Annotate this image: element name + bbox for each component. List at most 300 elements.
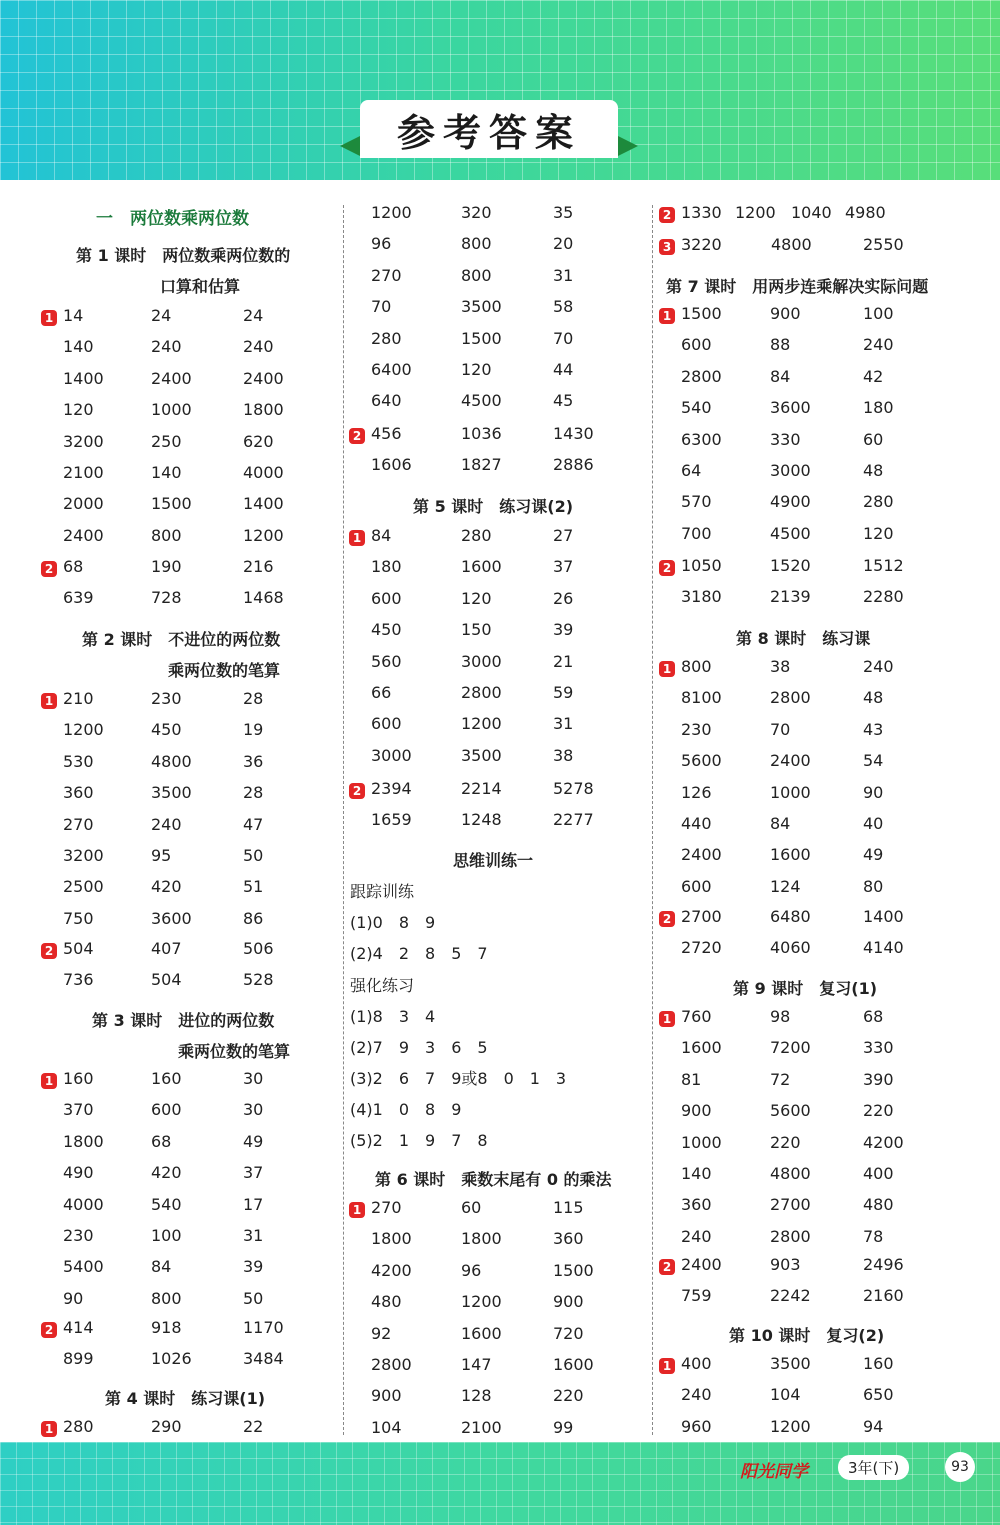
answer-value: 1400 xyxy=(243,494,284,514)
answer-value: 1200 xyxy=(770,1416,811,1436)
answer-value: 360 xyxy=(681,1195,712,1215)
answer-value: 1400 xyxy=(63,368,104,388)
answer-value: 147 xyxy=(461,1355,492,1374)
answer-value: 4000 xyxy=(243,463,284,482)
answer-line: (1)8 3 4 xyxy=(350,1007,436,1026)
answer-value: 2100 xyxy=(63,463,104,482)
answer-value: 84 xyxy=(371,526,392,545)
answer-value: 17 xyxy=(243,1194,264,1214)
answer-value: 900 xyxy=(681,1101,712,1121)
answer-value: 3500 xyxy=(770,1354,811,1373)
answer-value: 1606 xyxy=(371,455,412,475)
answer-value: 66 xyxy=(371,683,392,702)
answer-value: 330 xyxy=(770,429,801,449)
answer-line: (2)4 2 8 5 7 xyxy=(350,944,488,963)
answer-value: 1040 xyxy=(791,203,832,222)
answer-value: 4900 xyxy=(770,492,811,512)
answer-value: 3000 xyxy=(461,651,502,671)
answer-value: 6300 xyxy=(681,429,722,449)
answer-value: 270 xyxy=(371,265,402,285)
answer-value: 68 xyxy=(63,557,84,576)
answer-value: 230 xyxy=(681,719,712,739)
answer-line: (5)2 1 9 7 8 xyxy=(350,1131,488,1150)
answer-value: 2400 xyxy=(681,1255,722,1274)
answer-value: 2700 xyxy=(681,907,722,926)
answer-value: 60 xyxy=(461,1198,482,1217)
answer-value: 600 xyxy=(681,335,712,355)
answer-value: 504 xyxy=(151,970,182,990)
answer-value: 1036 xyxy=(461,424,502,443)
answer-value: 270 xyxy=(371,1198,402,1217)
title-tab-left xyxy=(340,136,360,156)
section-heading: 第 6 课时 乘数末尾有 0 的乘法 xyxy=(375,1170,612,1189)
answer-value: 1500 xyxy=(553,1260,594,1280)
answer-value: 43 xyxy=(863,719,884,739)
answer-value: 450 xyxy=(371,620,402,640)
answer-value: 900 xyxy=(371,1386,402,1406)
section-heading: 思维训练一 xyxy=(453,851,534,870)
answer-value: 600 xyxy=(371,588,402,608)
answer-value: 2139 xyxy=(770,587,811,607)
answer-value: 26 xyxy=(553,588,574,608)
answer-value: 39 xyxy=(243,1257,264,1277)
answer-value: 1800 xyxy=(63,1131,104,1151)
answer-value: 27 xyxy=(553,526,574,545)
answer-value: 19 xyxy=(243,720,264,740)
answer-value: 4980 xyxy=(845,203,886,222)
answer-value: 720 xyxy=(553,1323,584,1343)
question-number-badge: 1 xyxy=(349,1202,365,1218)
answer-line: 跟踪训练 xyxy=(350,882,415,901)
question-number-badge: 1 xyxy=(349,530,365,546)
answer-value: 2400 xyxy=(151,368,192,388)
section-heading: 第 7 课时 用两步连乘解决实际问题 xyxy=(666,277,929,296)
answer-value: 250 xyxy=(151,431,182,451)
answer-value: 600 xyxy=(371,714,402,734)
question-number-badge: 2 xyxy=(659,1259,675,1275)
answer-value: 230 xyxy=(151,689,182,708)
answer-value: 49 xyxy=(243,1131,264,1151)
question-number-badge: 1 xyxy=(41,1421,57,1437)
answer-value: 31 xyxy=(553,714,574,734)
column-divider xyxy=(343,205,344,1435)
answer-value: 104 xyxy=(770,1385,801,1405)
answer-value: 2800 xyxy=(681,366,722,386)
answer-value: 3500 xyxy=(461,297,502,317)
answer-value: 4200 xyxy=(371,1260,412,1280)
question-number-badge: 2 xyxy=(41,561,57,577)
answer-value: 1600 xyxy=(461,557,502,577)
answer-value: 220 xyxy=(770,1132,801,1152)
answer-value: 456 xyxy=(371,424,402,443)
answer-value: 104 xyxy=(371,1417,402,1437)
answer-value: 22 xyxy=(243,1417,264,1436)
answer-value: 1200 xyxy=(243,525,284,545)
answer-value: 400 xyxy=(681,1354,712,1373)
answer-value: 240 xyxy=(863,335,894,355)
answer-value: 68 xyxy=(151,1131,172,1151)
answer-value: 3000 xyxy=(770,461,811,480)
answer-value: 1200 xyxy=(461,1292,502,1312)
answer-value: 2800 xyxy=(371,1355,412,1374)
answer-value: 3220 xyxy=(681,235,722,254)
answer-value: 4140 xyxy=(863,938,904,958)
answer-value: 280 xyxy=(863,492,894,512)
answer-value: 400 xyxy=(863,1164,894,1183)
section-heading: 第 3 课时 进位的两位数 xyxy=(92,1011,275,1030)
answer-value: 2500 xyxy=(63,877,104,897)
answer-value: 30 xyxy=(243,1100,264,1120)
answer-value: 140 xyxy=(681,1164,712,1183)
question-number-badge: 2 xyxy=(659,207,675,223)
answer-value: 4800 xyxy=(771,235,812,254)
answer-value: 5600 xyxy=(770,1101,811,1121)
answer-value: 240 xyxy=(151,814,182,834)
answer-value: 3500 xyxy=(461,745,502,765)
answer-value: 80 xyxy=(863,876,884,896)
answer-value: 330 xyxy=(863,1038,894,1058)
answer-value: 4000 xyxy=(63,1194,104,1214)
answer-value: 84 xyxy=(770,366,791,386)
question-number-badge: 1 xyxy=(41,1073,57,1089)
answer-value: 99 xyxy=(553,1417,574,1437)
answer-value: 2100 xyxy=(461,1417,502,1437)
answer-value: 600 xyxy=(681,876,712,896)
answer-value: 47 xyxy=(243,814,264,834)
question-number-badge: 2 xyxy=(41,943,57,959)
answer-value: 70 xyxy=(371,297,392,317)
answer-value: 760 xyxy=(681,1007,712,1026)
answer-value: 450 xyxy=(151,720,182,740)
answer-value: 28 xyxy=(243,689,264,708)
answer-value: 126 xyxy=(681,782,712,802)
answer-value: 42 xyxy=(863,366,884,386)
answer-value: 220 xyxy=(553,1386,584,1406)
answer-value: 1600 xyxy=(461,1323,502,1343)
answer-value: 759 xyxy=(681,1286,712,1306)
answer-value: 4500 xyxy=(461,391,502,411)
header-banner xyxy=(0,0,1000,180)
answer-value: 1170 xyxy=(243,1318,284,1337)
title-tab-right xyxy=(618,136,638,156)
answer-value: 736 xyxy=(63,970,94,990)
answer-value: 230 xyxy=(63,1226,94,1245)
page-title: 参考答案 xyxy=(360,100,618,158)
answer-value: 54 xyxy=(863,751,884,771)
answer-value: 59 xyxy=(553,683,574,702)
answer-value: 240 xyxy=(243,337,274,357)
answer-value: 1200 xyxy=(371,203,412,222)
answer-value: 240 xyxy=(681,1226,712,1246)
answer-value: 700 xyxy=(681,523,712,543)
answer-value: 280 xyxy=(461,526,492,545)
answer-value: 64 xyxy=(681,461,702,480)
answer-value: 48 xyxy=(863,688,884,708)
answer-value: 210 xyxy=(63,689,94,708)
answer-value: 78 xyxy=(863,1226,884,1246)
answer-value: 3180 xyxy=(681,587,722,607)
answer-value: 4200 xyxy=(863,1132,904,1152)
answer-value: 7200 xyxy=(770,1038,811,1058)
answer-value: 44 xyxy=(553,360,574,379)
footer-banner xyxy=(0,1442,1000,1525)
answer-value: 639 xyxy=(63,588,94,608)
answer-value: 440 xyxy=(681,814,712,833)
answer-value: 3200 xyxy=(63,431,104,451)
answer-value: 1659 xyxy=(371,810,412,830)
answer-value: 2277 xyxy=(553,810,594,830)
answer-value: 1500 xyxy=(681,304,722,323)
answer-value: 216 xyxy=(243,557,274,576)
answer-value: 140 xyxy=(63,337,94,357)
answer-value: 90 xyxy=(863,782,884,802)
answer-value: 37 xyxy=(243,1163,264,1183)
answer-value: 84 xyxy=(151,1257,172,1277)
answer-value: 1330 xyxy=(681,203,722,222)
answer-value: 36 xyxy=(243,751,264,771)
answer-value: 5278 xyxy=(553,779,594,798)
answer-value: 1248 xyxy=(461,810,502,830)
answer-value: 420 xyxy=(151,877,182,897)
answer-value: 504 xyxy=(63,939,94,958)
answer-value: 2400 xyxy=(243,368,284,388)
answer-value: 70 xyxy=(553,328,574,348)
question-number-badge: 1 xyxy=(659,661,675,677)
answer-value: 1000 xyxy=(151,400,192,420)
section-heading: 乘两位数的笔算 xyxy=(168,661,281,680)
answer-value: 160 xyxy=(151,1069,182,1088)
answer-value: 98 xyxy=(770,1007,791,1026)
answer-value: 1512 xyxy=(863,556,904,575)
answer-value: 2800 xyxy=(770,688,811,708)
answer-value: 6480 xyxy=(770,907,811,926)
answer-value: 1200 xyxy=(735,203,776,222)
answer-value: 240 xyxy=(681,1385,712,1405)
answer-value: 280 xyxy=(63,1417,94,1436)
answer-value: 490 xyxy=(63,1163,94,1183)
answer-value: 360 xyxy=(63,783,94,803)
answer-value: 540 xyxy=(151,1194,182,1214)
answer-value: 900 xyxy=(770,304,801,323)
answer-value: 88 xyxy=(770,335,791,355)
answer-value: 51 xyxy=(243,877,264,897)
answer-value: 48 xyxy=(863,461,884,480)
answer-value: 1000 xyxy=(681,1132,722,1152)
question-number-badge: 2 xyxy=(659,911,675,927)
answer-value: 115 xyxy=(553,1198,584,1217)
answer-value: 4800 xyxy=(151,751,192,771)
answer-value: 2400 xyxy=(770,751,811,771)
answer-value: 31 xyxy=(243,1226,264,1245)
answer-value: 20 xyxy=(553,234,574,254)
answer-value: 506 xyxy=(243,939,274,958)
answer-value: 39 xyxy=(553,620,574,640)
answer-value: 240 xyxy=(151,337,182,357)
answer-value: 68 xyxy=(863,1007,884,1026)
answer-value: 2700 xyxy=(770,1195,811,1215)
answer-value: 1800 xyxy=(371,1229,412,1249)
answer-value: 900 xyxy=(553,1292,584,1312)
answer-value: 560 xyxy=(371,651,402,671)
answer-value: 1430 xyxy=(553,424,594,443)
answer-value: 290 xyxy=(151,1417,182,1436)
answer-value: 1827 xyxy=(461,455,502,475)
answer-value: 70 xyxy=(770,719,791,739)
answer-value: 96 xyxy=(461,1260,482,1280)
answer-value: 3484 xyxy=(243,1349,284,1369)
answer-value: 14 xyxy=(63,306,84,325)
answer-value: 2400 xyxy=(63,525,104,545)
answer-line: (2)7 9 3 6 5 xyxy=(350,1038,488,1057)
question-number-badge: 2 xyxy=(41,1322,57,1338)
answer-value: 903 xyxy=(770,1255,801,1274)
answer-value: 1600 xyxy=(553,1355,594,1374)
answer-value: 600 xyxy=(151,1100,182,1120)
answer-value: 60 xyxy=(863,429,884,449)
question-number-badge: 1 xyxy=(659,308,675,324)
answer-value: 45 xyxy=(553,391,574,411)
answer-value: 180 xyxy=(371,557,402,577)
answer-value: 1520 xyxy=(770,556,811,575)
answer-line: 强化练习 xyxy=(350,976,415,995)
answer-value: 899 xyxy=(63,1349,94,1369)
question-number-badge: 1 xyxy=(659,1358,675,1374)
answer-value: 370 xyxy=(63,1100,94,1120)
answer-value: 124 xyxy=(770,876,801,896)
answer-value: 38 xyxy=(770,657,791,676)
answer-value: 38 xyxy=(553,745,574,765)
answer-value: 420 xyxy=(151,1163,182,1183)
answer-value: 84 xyxy=(770,814,791,833)
answer-value: 800 xyxy=(151,525,182,545)
answer-value: 918 xyxy=(151,1318,182,1337)
answer-value: 86 xyxy=(243,908,264,928)
answer-value: 1026 xyxy=(151,1349,192,1369)
answer-value: 95 xyxy=(151,846,172,865)
section-heading: 第 4 课时 练习课(1) xyxy=(105,1389,266,1408)
answer-value: 50 xyxy=(243,1288,264,1308)
answer-value: 1468 xyxy=(243,588,284,608)
answer-value: 960 xyxy=(681,1416,712,1436)
answer-value: 3000 xyxy=(371,745,412,765)
question-number-badge: 2 xyxy=(349,783,365,799)
brand-logo: 阳光同学 xyxy=(740,1462,808,1482)
section-heading: 乘两位数的笔算 xyxy=(178,1042,291,1061)
answer-value: 8100 xyxy=(681,688,722,708)
answer-value: 72 xyxy=(770,1069,791,1089)
answer-value: 120 xyxy=(461,360,492,379)
answer-value: 2720 xyxy=(681,938,722,958)
question-number-badge: 3 xyxy=(659,239,675,255)
section-heading: 第 10 课时 复习(2) xyxy=(729,1326,885,1345)
answer-value: 570 xyxy=(681,492,712,512)
answer-value: 800 xyxy=(151,1288,182,1308)
answer-value: 160 xyxy=(63,1069,94,1088)
answer-value: 1800 xyxy=(461,1229,502,1249)
answer-value: 2550 xyxy=(863,235,904,254)
answer-value: 1500 xyxy=(461,328,502,348)
answer-value: 414 xyxy=(63,1318,94,1337)
section-heading: 第 2 课时 不进位的两位数 xyxy=(82,630,281,649)
section-heading: 第 5 课时 练习课(2) xyxy=(413,497,574,516)
answer-value: 480 xyxy=(863,1195,894,1215)
answer-value: 2800 xyxy=(461,683,502,702)
answer-value: 320 xyxy=(461,203,492,222)
answer-value: 1600 xyxy=(770,845,811,865)
page-number: 93 xyxy=(945,1452,975,1482)
answer-value: 650 xyxy=(863,1385,894,1405)
column-divider xyxy=(652,205,653,1435)
answer-value: 120 xyxy=(63,400,94,420)
answer-value: 150 xyxy=(461,620,492,640)
answer-value: 50 xyxy=(243,846,264,865)
answer-value: 5400 xyxy=(63,1257,104,1277)
answer-value: 81 xyxy=(681,1069,702,1089)
answer-value: 2886 xyxy=(553,455,594,475)
question-number-badge: 1 xyxy=(659,1011,675,1027)
answer-value: 4800 xyxy=(770,1164,811,1183)
answer-value: 1200 xyxy=(461,714,502,734)
answer-value: 92 xyxy=(371,1323,392,1343)
answer-value: 280 xyxy=(371,328,402,348)
answer-value: 90 xyxy=(63,1288,84,1308)
answer-value: 1800 xyxy=(243,400,284,420)
answer-value: 4500 xyxy=(770,523,811,543)
answer-value: 2280 xyxy=(863,587,904,607)
section-heading: 第 1 课时 两位数乘两位数的 xyxy=(76,246,291,265)
answer-value: 480 xyxy=(371,1292,402,1312)
answer-value: 800 xyxy=(461,265,492,285)
answer-value: 1000 xyxy=(770,782,811,802)
section-heading: 第 8 课时 练习课 xyxy=(736,629,871,648)
question-number-badge: 1 xyxy=(41,693,57,709)
answer-value: 360 xyxy=(553,1229,584,1249)
answer-value: 2400 xyxy=(681,845,722,865)
answer-line: (3)2 6 7 9或8 0 1 3 xyxy=(350,1069,567,1088)
question-number-badge: 2 xyxy=(349,428,365,444)
answer-value: 120 xyxy=(461,588,492,608)
answer-value: 35 xyxy=(553,203,574,222)
answer-line: (1)0 8 9 xyxy=(350,913,436,932)
answer-value: 1400 xyxy=(863,907,904,926)
answer-value: 528 xyxy=(243,970,274,990)
answer-value: 160 xyxy=(863,1354,894,1373)
answer-value: 2394 xyxy=(371,779,412,798)
answer-value: 530 xyxy=(63,751,94,771)
answer-value: 37 xyxy=(553,557,574,577)
answer-value: 5600 xyxy=(681,751,722,771)
answer-value: 24 xyxy=(243,306,264,325)
section-heading: 一 两位数乘两位数 xyxy=(96,209,249,229)
answer-value: 640 xyxy=(371,391,402,411)
answer-value: 240 xyxy=(863,657,894,676)
answer-value: 28 xyxy=(243,783,264,803)
answer-value: 1200 xyxy=(63,720,104,740)
answer-value: 3600 xyxy=(151,908,192,928)
answer-value: 100 xyxy=(151,1226,182,1245)
answer-value: 2496 xyxy=(863,1255,904,1274)
answer-value: 800 xyxy=(681,657,712,676)
answer-value: 128 xyxy=(461,1386,492,1406)
answer-value: 1600 xyxy=(681,1038,722,1058)
answer-value: 49 xyxy=(863,845,884,865)
answer-value: 6400 xyxy=(371,360,412,379)
answer-value: 96 xyxy=(371,234,392,254)
answer-value: 1050 xyxy=(681,556,722,575)
answer-value: 728 xyxy=(151,588,182,608)
answer-value: 407 xyxy=(151,939,182,958)
answer-value: 1500 xyxy=(151,494,192,514)
